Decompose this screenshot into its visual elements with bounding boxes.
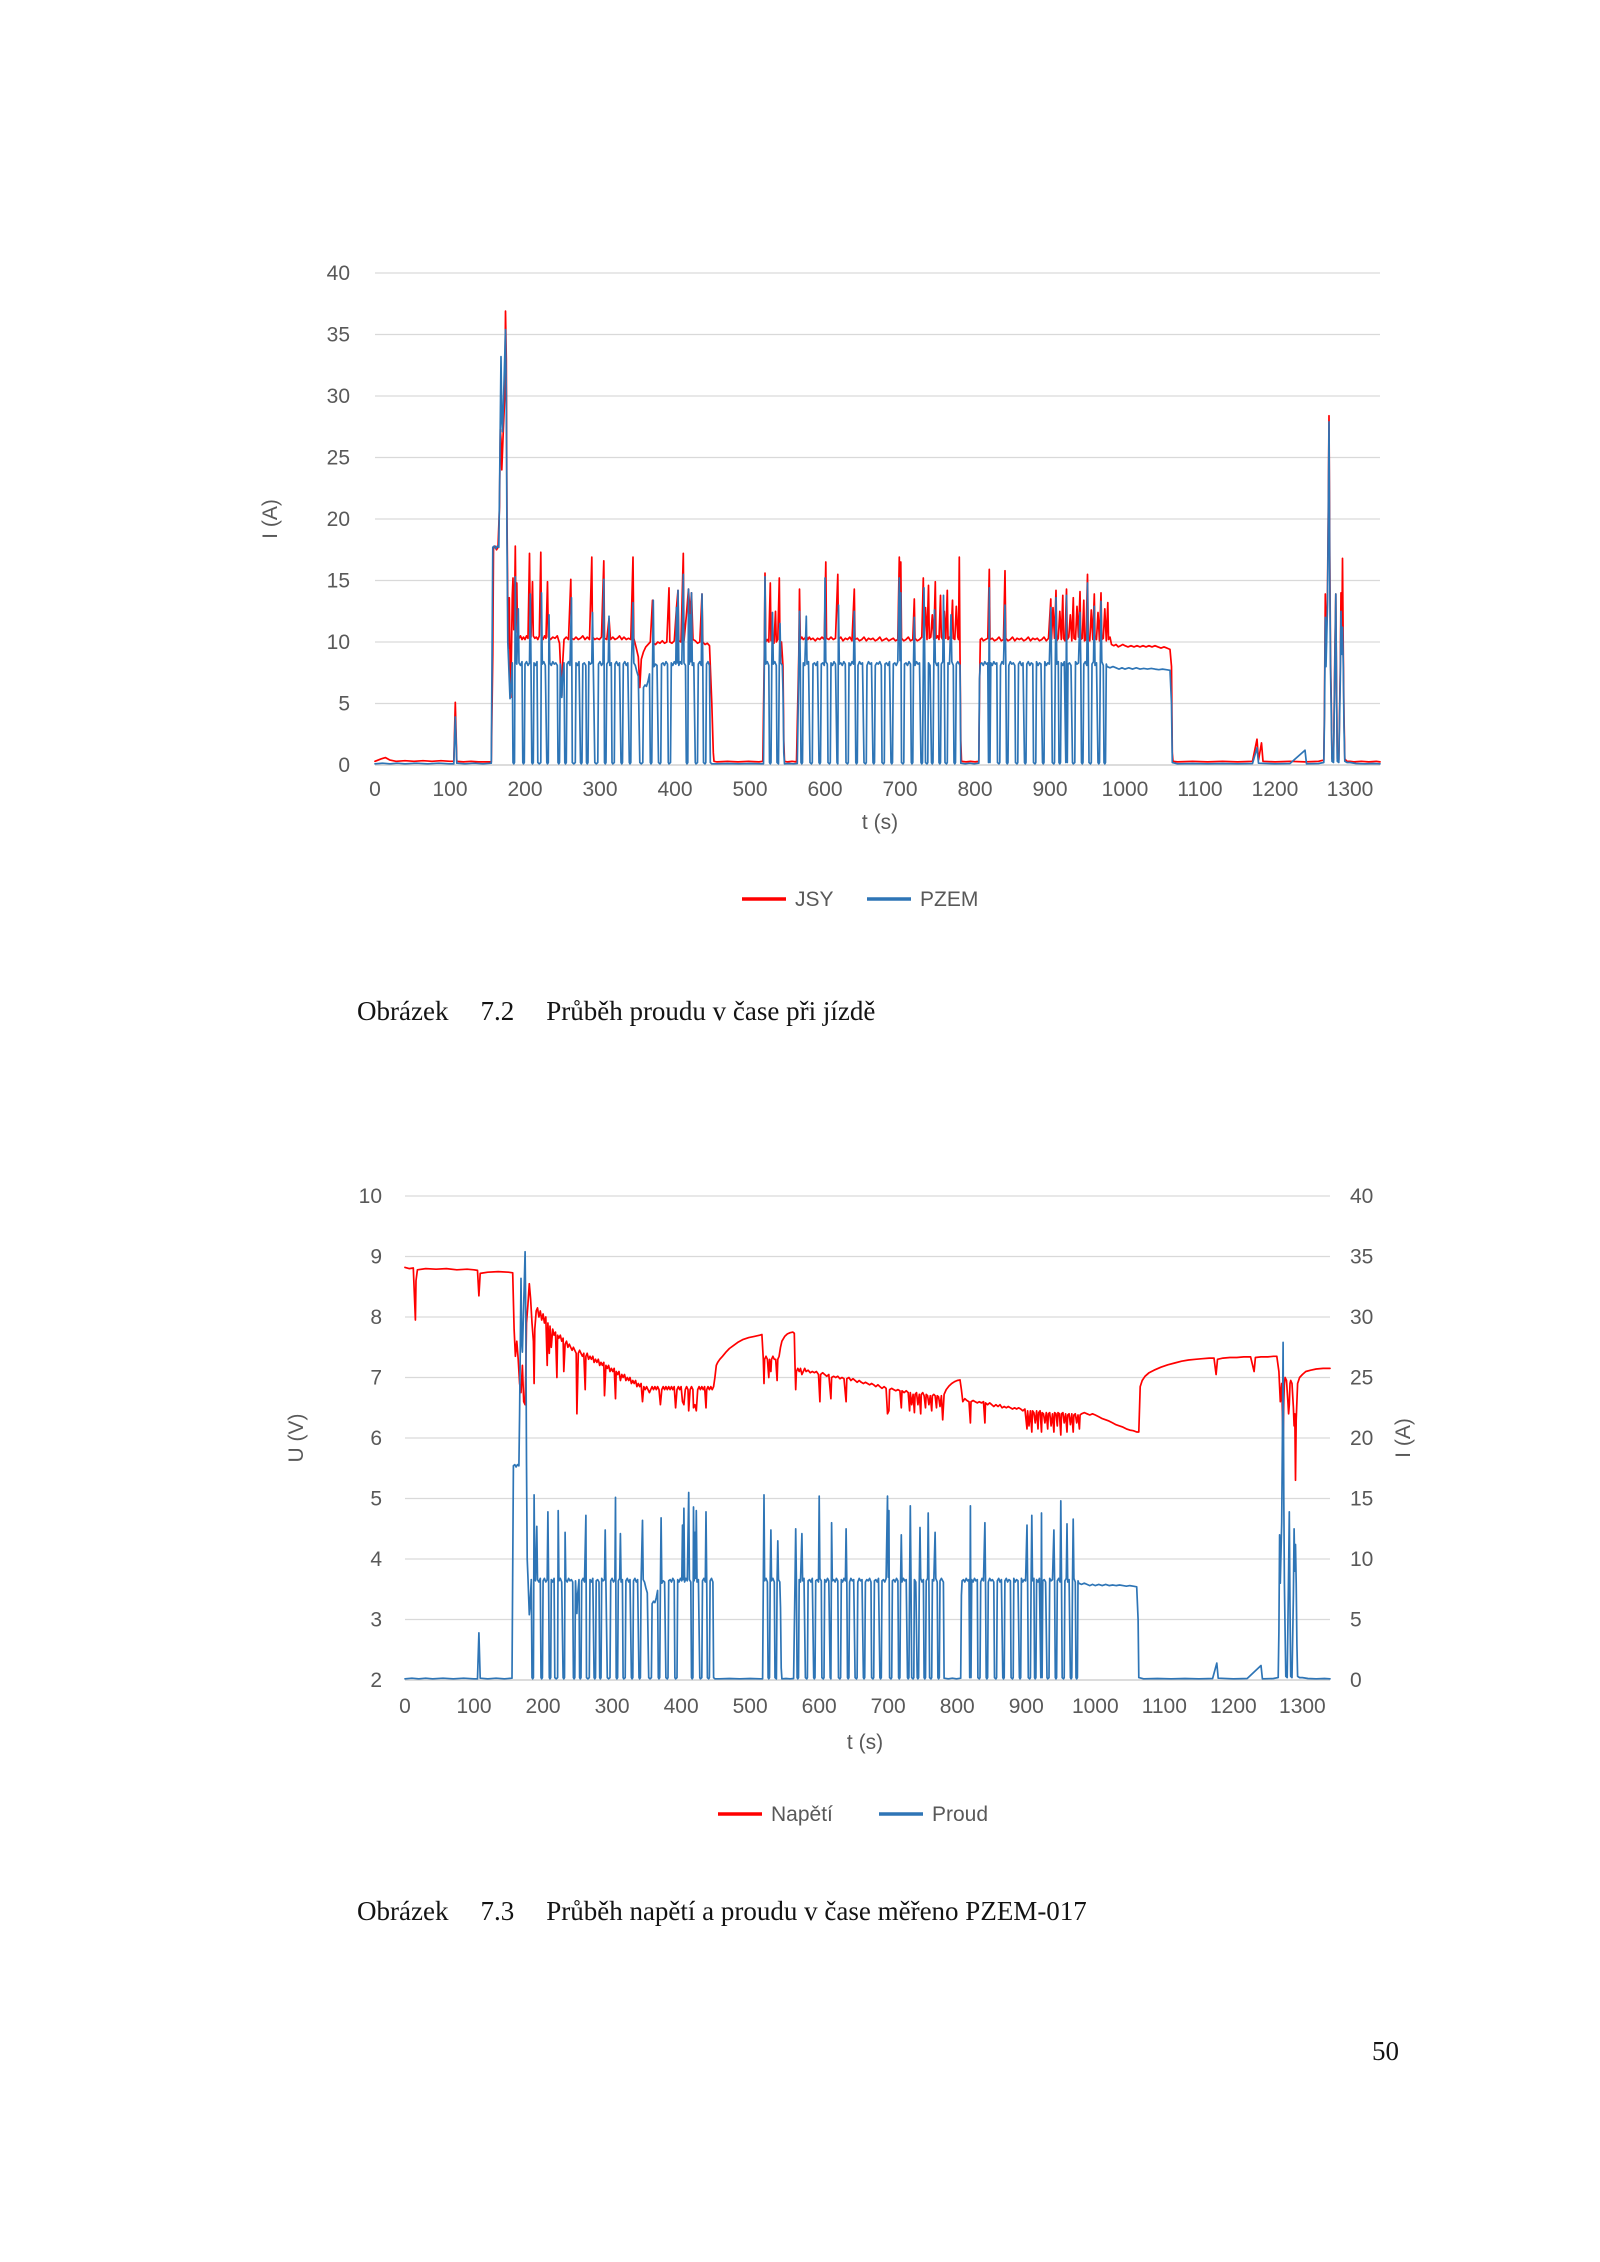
- series-line-pzem: [375, 330, 1380, 764]
- legend-label: Proud: [932, 1803, 989, 1826]
- y-axis-tick-label: 25: [326, 446, 350, 470]
- x-axis-tick-label: 1300: [1279, 1695, 1326, 1718]
- y-axis-tick-label: 9: [370, 1245, 382, 1269]
- y-axis-tick-label: 10: [358, 1185, 382, 1208]
- x-axis-tick-label: 200: [525, 1695, 561, 1718]
- series-line-jsy: [375, 311, 1380, 762]
- x-axis-tick-label: 900: [1032, 778, 1068, 801]
- y-axis-tick-label: 7: [370, 1366, 382, 1390]
- x-axis-tick-label: 100: [456, 1695, 492, 1718]
- x-axis-tick-label: 1100: [1177, 778, 1223, 801]
- y2-axis-tick-label: 20: [1350, 1427, 1374, 1450]
- x-axis-tick-label: 600: [807, 778, 843, 801]
- caption-number: 7.3: [480, 1896, 515, 1926]
- x-axis-tick-label: 1200: [1251, 778, 1299, 801]
- x-axis-tick-label: 400: [663, 1695, 699, 1718]
- figure-7-3-caption: [357, 1894, 1087, 1928]
- x-axis-tick-label: 200: [507, 778, 543, 801]
- x-axis-tick-label: 500: [732, 1695, 768, 1718]
- x-axis-title: t (s): [861, 811, 899, 834]
- x-axis-tick-label: 300: [582, 778, 618, 801]
- legend-label: Napětí: [771, 1803, 833, 1826]
- y-axis-tick-label: 30: [326, 385, 350, 408]
- x-axis-title: t (s): [846, 1731, 884, 1754]
- y2-axis-title: I (A): [1392, 1418, 1415, 1458]
- caption-label: Obrázek: [357, 996, 449, 1026]
- caption-text: Průběh proudu v čase při jízdě: [546, 996, 876, 1026]
- y-axis-tick-label: 10: [326, 631, 350, 654]
- y-axis-tick-label: 40: [326, 262, 350, 285]
- y2-axis-tick-label: 5: [1350, 1608, 1362, 1632]
- figure-7-2-caption: [357, 994, 875, 1028]
- caption-text: Průběh napětí a proudu v čase měřeno PZEM-017: [546, 1896, 1087, 1926]
- x-axis-tick-label: 1100: [1141, 1695, 1187, 1718]
- y2-axis-tick-label: 10: [1350, 1548, 1374, 1571]
- x-axis-tick-label: 700: [870, 1695, 906, 1718]
- y-axis-tick-label: 4: [370, 1548, 382, 1571]
- series-line-napětí: [405, 1267, 1330, 1480]
- y-axis-tick-label: 5: [370, 1487, 382, 1511]
- x-axis-tick-label: 1300: [1326, 778, 1374, 801]
- caption-number: 7.2: [480, 996, 515, 1026]
- y-axis-tick-label: 8: [370, 1306, 382, 1329]
- y-axis-tick-label: 35: [326, 323, 350, 347]
- x-axis-tick-label: 800: [939, 1695, 975, 1718]
- x-axis-tick-label: 0: [399, 1695, 411, 1718]
- y-axis-tick-label: 2: [370, 1669, 382, 1692]
- x-axis-tick-label: 1200: [1209, 1695, 1257, 1718]
- figure-7-2-chart: [259, 262, 1380, 911]
- x-axis-tick-label: 100: [432, 778, 468, 801]
- y2-axis-tick-label: 35: [1350, 1245, 1374, 1269]
- y-axis-tick-label: 3: [370, 1608, 382, 1632]
- y-axis-title: U (V): [285, 1413, 308, 1463]
- y2-axis-tick-label: 0: [1350, 1669, 1362, 1692]
- x-axis-tick-label: 500: [732, 778, 768, 801]
- legend-label: PZEM: [920, 888, 979, 911]
- y2-axis-tick-label: 40: [1350, 1185, 1374, 1208]
- y-axis-tick-label: 5: [338, 692, 350, 716]
- y-axis-tick-label: 6: [370, 1427, 382, 1450]
- y2-axis-tick-label: 15: [1350, 1487, 1374, 1511]
- page-number: 50: [1372, 2036, 1399, 2066]
- x-axis-tick-label: 0: [369, 778, 381, 801]
- x-axis-tick-label: 1000: [1071, 1695, 1119, 1718]
- y-axis-tick-label: 20: [326, 508, 350, 531]
- y-axis-tick-label: 15: [326, 569, 350, 593]
- x-axis-tick-label: 1000: [1101, 778, 1149, 801]
- x-axis-tick-label: 400: [657, 778, 693, 801]
- x-axis-tick-label: 800: [957, 778, 993, 801]
- x-axis-tick-label: 700: [882, 778, 918, 801]
- y-axis-title: I (A): [259, 499, 282, 539]
- x-axis-tick-label: 300: [594, 1695, 630, 1718]
- x-axis-tick-label: 900: [1008, 1695, 1044, 1718]
- y-axis-tick-label: 0: [338, 754, 350, 777]
- y2-axis-tick-label: 25: [1350, 1366, 1374, 1390]
- caption-label: Obrázek: [357, 1896, 449, 1926]
- legend-label: JSY: [795, 888, 834, 911]
- y2-axis-tick-label: 30: [1350, 1306, 1374, 1329]
- figure-7-3-chart: [285, 1185, 1415, 1826]
- x-axis-tick-label: 600: [801, 1695, 837, 1718]
